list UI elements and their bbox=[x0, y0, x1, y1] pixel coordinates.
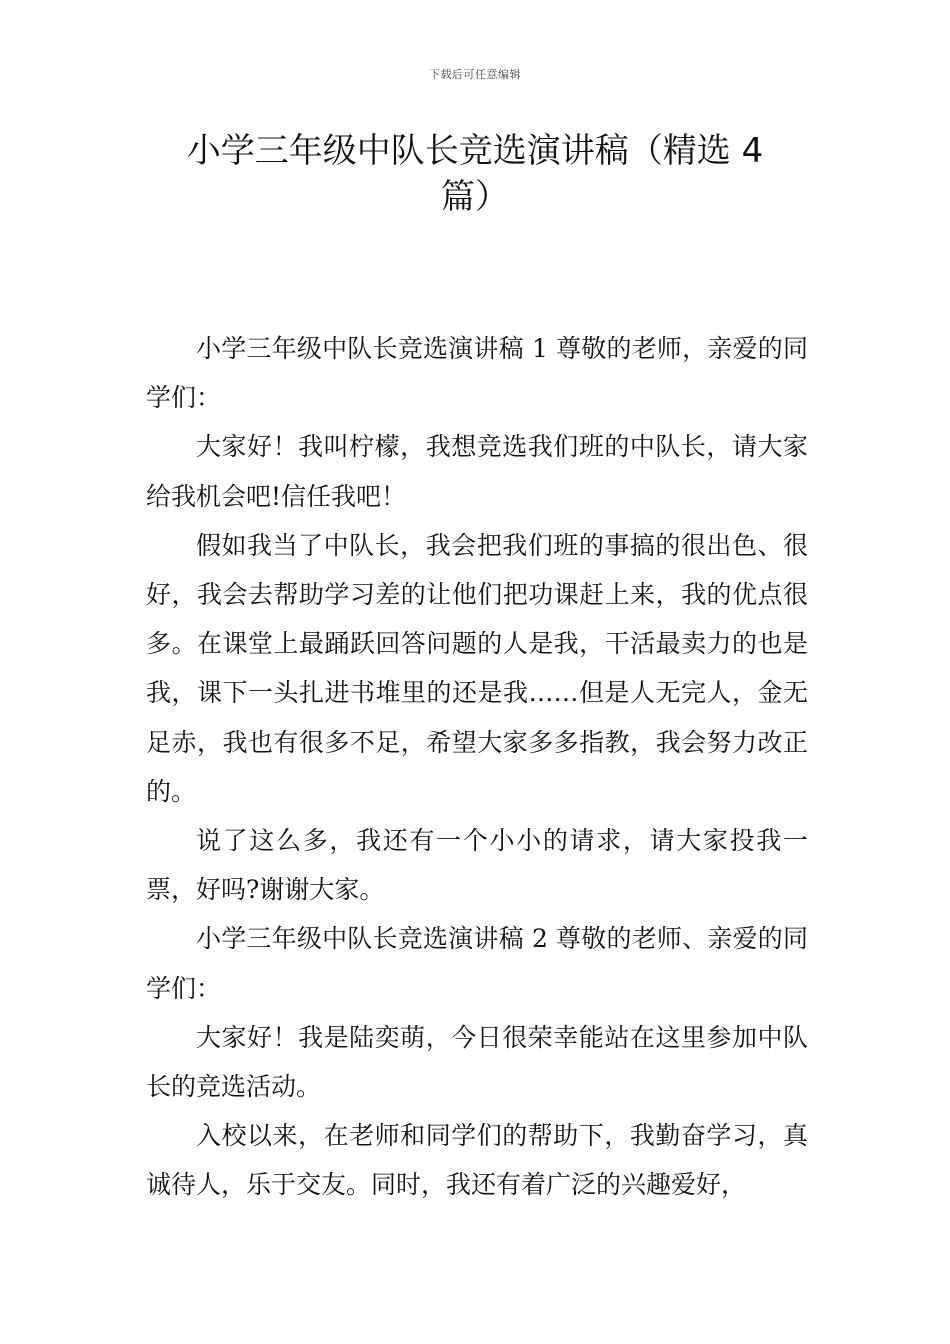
paragraph: 说了这么多，我还有一个小小的请求，请大家投我一票，好吗?谢谢大家。 bbox=[146, 826, 808, 905]
paragraph: 入校以来，在老师和同学们的帮助下，我勤奋学习，真诚待人，乐于交友。同时，我还有着广泛的兴趣爱好， bbox=[146, 1121, 808, 1200]
paragraph: 假如我当了中队长，我会把我们班的事搞的很出色、很好，我会去帮助学习差的让他们把功课赶上来，我的优点很多。在课堂上最踊跃回答问题的人是我，干活最卖力的也是我，课下一头扎进书堆里的还是我……但是人无完人，金无足赤，我也有很多不足，希望大家多多指教，我会努力改正的。 bbox=[146, 530, 808, 806]
paragraph: 大家好！我是陆奕萌，今日很荣幸能站在这里参加中队长的竞选活动。 bbox=[146, 1022, 808, 1102]
header-note: 下载后可任意编辑 bbox=[429, 68, 521, 81]
paragraph: 小学三年级中队长竞选演讲稿 2 尊敬的老师、亲爱的同学们： bbox=[146, 924, 808, 1003]
paragraph: 大家好！我叫柠檬，我想竞选我们班的中队长，请大家给我机会吧!信任我吧！ bbox=[146, 432, 808, 511]
paragraph: 小学三年级中队长竞选演讲稿 1 尊敬的老师，亲爱的同学们： bbox=[146, 334, 808, 413]
document-title: 小学三年级中队长竞选演讲稿（精选 4 篇） bbox=[186, 131, 764, 217]
document-body bbox=[146, 324, 808, 1210]
